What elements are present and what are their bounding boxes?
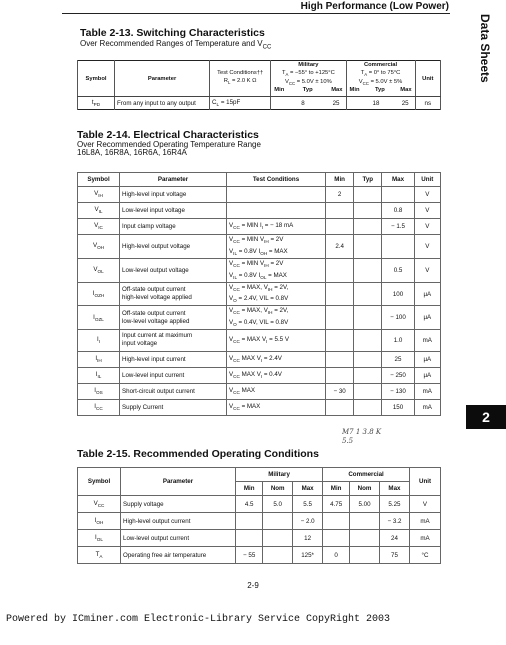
parameter-cell: Input clamp voltage <box>120 219 227 235</box>
mil-nom-cell <box>263 530 293 547</box>
parameter-cell: Supply voltage <box>121 496 236 513</box>
table-row <box>78 203 441 219</box>
table-row <box>78 97 441 110</box>
symbol-cell: $V_{CC}$ <box>78 496 121 513</box>
t213-conditions-header: Test Conditions†† $R_L = 2.0$ K Ω <box>210 61 271 97</box>
min-cell <box>326 399 354 415</box>
mil-max-cell: − 2.0 <box>293 513 323 530</box>
com-max-cell: 75 <box>379 547 409 564</box>
table-row <box>78 283 441 306</box>
parameter-cell: High-level output voltage <box>120 235 227 259</box>
max-cell: − 130 <box>382 383 414 399</box>
t214-typ-header: Typ <box>354 173 382 187</box>
parameter-cell: Off-state output current high-level voltage applied <box>120 283 227 306</box>
symbol-cell: $I_{OS}$ <box>78 383 120 399</box>
parameter-cell: From any input to any output <box>115 97 210 110</box>
symbol-cell: $V_{IH}$ <box>78 187 120 203</box>
max-cell <box>382 235 414 259</box>
max-cell <box>382 187 414 203</box>
t213-commercial-header: Commercial $T_A = 0^\circ$ to 75°C $V_{CC} = 5.0V \pm 5\%$ Min Typ Max <box>346 61 415 97</box>
t214-parameter-header: Parameter <box>120 173 227 187</box>
max-cell: 0.8 <box>382 203 414 219</box>
t214-title: Table 2-14. Electrical Characteristics <box>77 129 259 141</box>
unit-cell: V <box>414 203 440 219</box>
condition-cell: $V_{CC}$ MAX $V_I = 2.4V$ <box>227 351 326 367</box>
parameter-cell: High-level input current <box>120 351 227 367</box>
table-row <box>78 187 441 203</box>
header-title: High Performance (Low Power) <box>300 1 449 12</box>
parameter-cell: High-level input voltage <box>120 187 227 203</box>
parameter-cell: High-level output current <box>121 513 236 530</box>
com-nom-cell <box>350 513 380 530</box>
table-row <box>78 530 441 547</box>
mil-nom-cell: 5.0 <box>263 496 293 513</box>
t215-symbol-header: Symbol <box>78 468 121 496</box>
condition-cell: $V_{CC}$ = MAX <box>227 399 326 415</box>
symbol-cell: $V_{OH}$ <box>78 235 120 259</box>
unit-cell: °C <box>410 547 441 564</box>
parameter-cell: Low-level output current <box>121 530 236 547</box>
table-row <box>78 259 441 283</box>
handwritten-annotation: M7 1 3.8 K 5.5 <box>342 428 382 445</box>
parameter-cell: Supply Current <box>120 399 227 415</box>
parameter-cell: Off-state output current low-level voltage applied <box>120 306 227 329</box>
max-cell: 150 <box>382 399 414 415</box>
min-cell <box>326 306 354 329</box>
page-number: 2-9 <box>247 581 259 590</box>
com-min-cell <box>323 530 350 547</box>
condition-cell: $V_{CC}$ = MAX $V_I = 5.5$ V <box>227 329 326 351</box>
min-cell <box>326 219 354 235</box>
table-row <box>78 547 441 564</box>
t213-military-header: Military $T_A = -55^\circ$ to +125°C $V_{CC} = 5.0V \pm 10\%$ Min Typ Max <box>271 61 346 97</box>
t215-unit-header: Unit <box>410 468 441 496</box>
t214-conditions-header: Test Conditions <box>227 173 326 187</box>
typ-cell <box>354 219 382 235</box>
symbol-cell: $V_{IL}$ <box>78 203 120 219</box>
mil-max-cell: 12 <box>293 530 323 547</box>
unit-cell: ns <box>415 97 440 110</box>
max-cell: 100 <box>382 283 414 306</box>
min-cell <box>326 259 354 283</box>
min-cell <box>326 329 354 351</box>
typ-cell <box>354 383 382 399</box>
condition-cell: $V_{CC}$ MAX $V_I = 0.4V$ <box>227 367 326 383</box>
max-cell: − 250 <box>382 367 414 383</box>
parameter-cell: Operating free air temperature <box>121 547 236 564</box>
unit-cell: µA <box>414 351 440 367</box>
min-cell: 2.4 <box>326 235 354 259</box>
table-row <box>78 235 441 259</box>
condition-cell <box>227 187 326 203</box>
com-nom-cell <box>350 530 380 547</box>
symbol-cell: $V_{IC}$ <box>78 219 120 235</box>
symbol-cell: $I_{IH}$ <box>78 351 120 367</box>
footer-credit: Powered by ICminer.com Electronic-Library Service CopyRight 2003 <box>6 614 391 625</box>
com-max-cell: 5.25 <box>379 496 409 513</box>
electrical-table <box>77 172 441 416</box>
symbol-cell: $I_{CC}$ <box>78 399 120 415</box>
min-cell <box>326 283 354 306</box>
table-row <box>78 399 441 415</box>
symbol-cell: $I_{IL}$ <box>78 367 120 383</box>
commercial-values-cell: 18 25 <box>346 97 415 110</box>
mil-nom-cell <box>263 547 293 564</box>
mil-max-cell: 125* <box>293 547 323 564</box>
unit-cell: V <box>414 219 440 235</box>
t214-unit-header: Unit <box>414 173 440 187</box>
condition-cell: $V_{CC}$ MAX <box>227 383 326 399</box>
unit-cell: V <box>410 496 441 513</box>
unit-cell: V <box>414 235 440 259</box>
t215-title: Table 2-15. Recommended Operating Conditions <box>77 448 319 460</box>
t215-military-header: Military <box>236 468 323 482</box>
parameter-cell: Input current at maximum input voltage <box>120 329 227 351</box>
min-cell: − 30 <box>326 383 354 399</box>
table-row <box>78 367 441 383</box>
mil-min-cell <box>236 530 263 547</box>
symbol-cell: $I_I$ <box>78 329 120 351</box>
typ-cell <box>354 329 382 351</box>
typ-cell <box>354 187 382 203</box>
t215-commercial-header: Commercial <box>323 468 410 482</box>
header-rule <box>62 13 450 14</box>
parameter-cell: Low-level input voltage <box>120 203 227 219</box>
max-cell: 1.0 <box>382 329 414 351</box>
unit-cell: µA <box>414 306 440 329</box>
table-row <box>78 496 441 513</box>
typ-cell <box>354 367 382 383</box>
side-tab <box>476 14 496 124</box>
com-nom-cell <box>350 547 380 564</box>
com-max-cell: 24 <box>379 530 409 547</box>
page-header <box>0 0 506 14</box>
typ-cell <box>354 235 382 259</box>
max-cell: 0.5 <box>382 259 414 283</box>
t213-title: Table 2-13. Switching Characteristics <box>80 27 265 39</box>
unit-cell: V <box>414 259 440 283</box>
unit-cell: V <box>414 187 440 203</box>
section-badge: 2 <box>466 405 506 429</box>
t214-symbol-header: Symbol <box>78 173 120 187</box>
condition-cell: $V_{CC}$ = MIN $I_I$ = − 18 mA <box>227 219 326 235</box>
typ-cell <box>354 283 382 306</box>
symbol-cell: $I_{OZL}$ <box>78 306 120 329</box>
symbol-cell: $T_A$ <box>78 547 121 564</box>
com-max-cell: − 3.2 <box>379 513 409 530</box>
unit-cell: mA <box>410 530 441 547</box>
unit-cell: µA <box>414 283 440 306</box>
mil-nom-cell <box>263 513 293 530</box>
typ-cell <box>354 399 382 415</box>
t214-subtitle: Over Recommended Operating Temperature Range <box>77 140 261 149</box>
typ-cell <box>354 351 382 367</box>
typ-cell <box>354 306 382 329</box>
switching-table <box>77 60 441 110</box>
table-row <box>78 306 441 329</box>
condition-cell: $C_L = 15pF$ <box>210 97 271 110</box>
t214-devices: 16L8A, 16R8A, 16R6A, 16R4A <box>77 148 187 157</box>
table-row <box>78 219 441 235</box>
min-cell <box>326 367 354 383</box>
typ-cell <box>354 259 382 283</box>
condition-cell: $V_{CC}$ = MIN $V_{IH} = 2V$ $V_{IL} = 0.8V$ $I_{OL}$ = MAX <box>227 259 326 283</box>
symbol-cell: $I_{OL}$ <box>78 530 121 547</box>
t214-max-header: Max <box>382 173 414 187</box>
operating-conditions-table: Symbol Parameter Military Commercial Unit Min Nom Max Min Nom Max $V_{CC}$ Supply voltage 4.5 5.0 5.5 4.75 5.00 5.25 V $I_{OH}$ High-level output current − 2.0 − 3.2 mA $I_{OL}$ Low-level output current 12 24 mA $T_A$ Operating free air temperature − 55 125* 0 75 °C <box>77 467 441 564</box>
mil-min-cell: 4.5 <box>236 496 263 513</box>
symbol-cell: $t_{PD}$ <box>78 97 115 110</box>
max-cell: − 100 <box>382 306 414 329</box>
military-values-cell: 8 25 <box>271 97 346 110</box>
symbol-cell: $V_{OL}$ <box>78 259 120 283</box>
mil-min-cell: − 55 <box>236 547 263 564</box>
symbol-cell: $I_{OH}$ <box>78 513 121 530</box>
unit-cell: µA <box>414 367 440 383</box>
condition-cell: $V_{CC}$ = MAX, $V_{IH} = 2V$, $V_O = 2.4V$, VIL = 0.8V <box>227 283 326 306</box>
unit-cell: mA <box>414 329 440 351</box>
min-cell <box>326 351 354 367</box>
condition-cell: $V_{CC}$ = MAX, $V_{IH} = 2V$, $V_O = 0.4V$, VIL = 0.8V <box>227 306 326 329</box>
max-cell: − 1.5 <box>382 219 414 235</box>
com-nom-cell: 5.00 <box>350 496 380 513</box>
t213-subtitle: Over Recommended Ranges of Temperature and $V_{CC}$ <box>80 39 272 51</box>
max-cell: 25 <box>382 351 414 367</box>
table-row <box>78 329 441 351</box>
min-cell: 2 <box>326 187 354 203</box>
min-cell <box>326 203 354 219</box>
symbol-cell: $I_{OZH}$ <box>78 283 120 306</box>
parameter-cell: Low-level input current <box>120 367 227 383</box>
com-min-cell: 4.75 <box>323 496 350 513</box>
side-tab-label: Data Sheets <box>478 14 492 83</box>
t214-min-header: Min <box>326 173 354 187</box>
parameter-cell: Short-circuit output current <box>120 383 227 399</box>
condition-cell: $V_{CC}$ = MIN $V_{IH} = 2V$ $V_{IL} = 0.8V$ $I_{OH}$ = MAX <box>227 235 326 259</box>
t213-unit-header: Unit <box>415 61 440 97</box>
com-min-cell: 0 <box>323 547 350 564</box>
table-row <box>78 383 441 399</box>
condition-cell <box>227 203 326 219</box>
table-row <box>78 513 441 530</box>
mil-max-cell: 5.5 <box>293 496 323 513</box>
t215-parameter-header: Parameter <box>121 468 236 496</box>
unit-cell: mA <box>414 383 440 399</box>
unit-cell: mA <box>414 399 440 415</box>
typ-cell <box>354 203 382 219</box>
com-min-cell <box>323 513 350 530</box>
t213-parameter-header: Parameter <box>115 61 210 97</box>
parameter-cell: Low-level output voltage <box>120 259 227 283</box>
unit-cell: mA <box>410 513 441 530</box>
t213-symbol-header: Symbol <box>78 61 115 97</box>
table-row <box>78 351 441 367</box>
mil-min-cell <box>236 513 263 530</box>
